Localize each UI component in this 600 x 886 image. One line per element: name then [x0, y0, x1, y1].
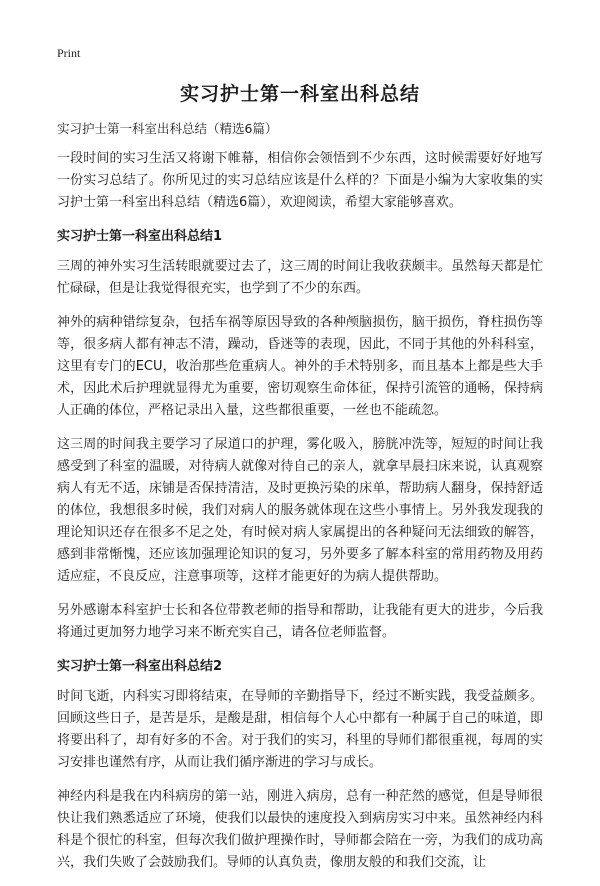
page-title: 实习护士第一科室出科总结: [179, 83, 420, 105]
article-subtitle: 实习护士第一科室出科总结（精选6篇）: [57, 121, 278, 136]
paragraph: 这三周的时间我主要学习了尿道口的护理，雾化吸入，膀胱冲洗等，短短的时间让我感受到了科室的温暖，对待病人就像对待自己的亲人，就拿早晨扫床来说，认真观察病人有无不适，床铺是否保持清洁，及时更换污染的床单，帮助病人翻身，保持舒适的体位，我想很多时候，我们对病人的服务就体现在这些小事情上。另外我发现我的理论知识还存在很多不足之处，有时候对病人家属提出的各种疑问无法细致的解答，感到非常惭愧，还应该加强理论知识的复习，另外要多了解本科室的常用药物及用药适应症，不良反应，注意事项等，这样才能更好的为病人提供帮助。: [57, 437, 543, 584]
paragraph: 另外感谢本科室护士长和各位带教老师的指导和帮助，让我能有更大的进步，今后我将通过更加努力地学习来不断充实自己，请各位老师监督。: [57, 603, 543, 640]
article-body: [57, 118, 543, 886]
paragraph: 三周的神外实习生活转眼就要过去了，这三周的时间让我收获颇丰。虽然每天都是忙忙碌碌，但是让我觉得很充实，也学到了不少的东西。: [57, 259, 543, 296]
section-heading: 实习护士第一科室出科总结1: [57, 229, 223, 244]
paragraph: 时间飞逝，内科实习即将结束，在导师的辛勤指导下，经过不断实践，我受益颇多。回顾这些日子，是苦是乐，是酸是甜，相信每个人心中都有一种属于自己的味道，即将要出科了，却有好多的不舍。对于我们的实习，科里的导师们都很重视，每周的实习安排也谨然有序，从而让我们循序渐进的学习与成长。: [57, 689, 543, 770]
paragraph: 神外的病种错综复杂，包括车祸等原因导致的各种颅脑损伤，脑干损伤，脊柱损伤等等，很多病人都有神志不清，躁动，昏迷等的表现，因此，不同于其他的外科科室，这里有专门的ECU，收治那些危重病人。神外的手术特别多，而且基本上都是些大手术，因此术后护理就显得尤为重要，密切观察生命体征，保持引流管的通畅，保持病人正确的体位，严格记录出入量，这些都很重要，一丝也不能疏忽。: [57, 315, 543, 418]
intro-paragraph: 一段时间的实习生活又将谢下帷幕，相信你会领悟到不少东西，这时候需要好好地写一份实习总结了。你所见过的实习总结应该是什么样的？下面是小编为大家收集的实习护士第一科室出科总结（精选6篇），欢迎阅读，希望大家能够喜欢。: [57, 151, 543, 210]
section-heading: 实习护士第一科室出科总结2: [57, 659, 223, 674]
print-link[interactable]: Print: [57, 46, 81, 60]
paragraph: 神经内科是我在内科病房的第一站，刚进入病房，总有一种茫然的感觉，但是导师很快让我们熟悉适应了环境，使我们以最快的速度投入到病房实习中来。虽然神经内科科是个很忙的科室，但每次我们做护理操作时，导师都会陪在一旁，为我们的成功高兴，我们失败了会鼓励我们。导师的认真负责，像朋友般的和我们交流，让: [57, 789, 543, 870]
